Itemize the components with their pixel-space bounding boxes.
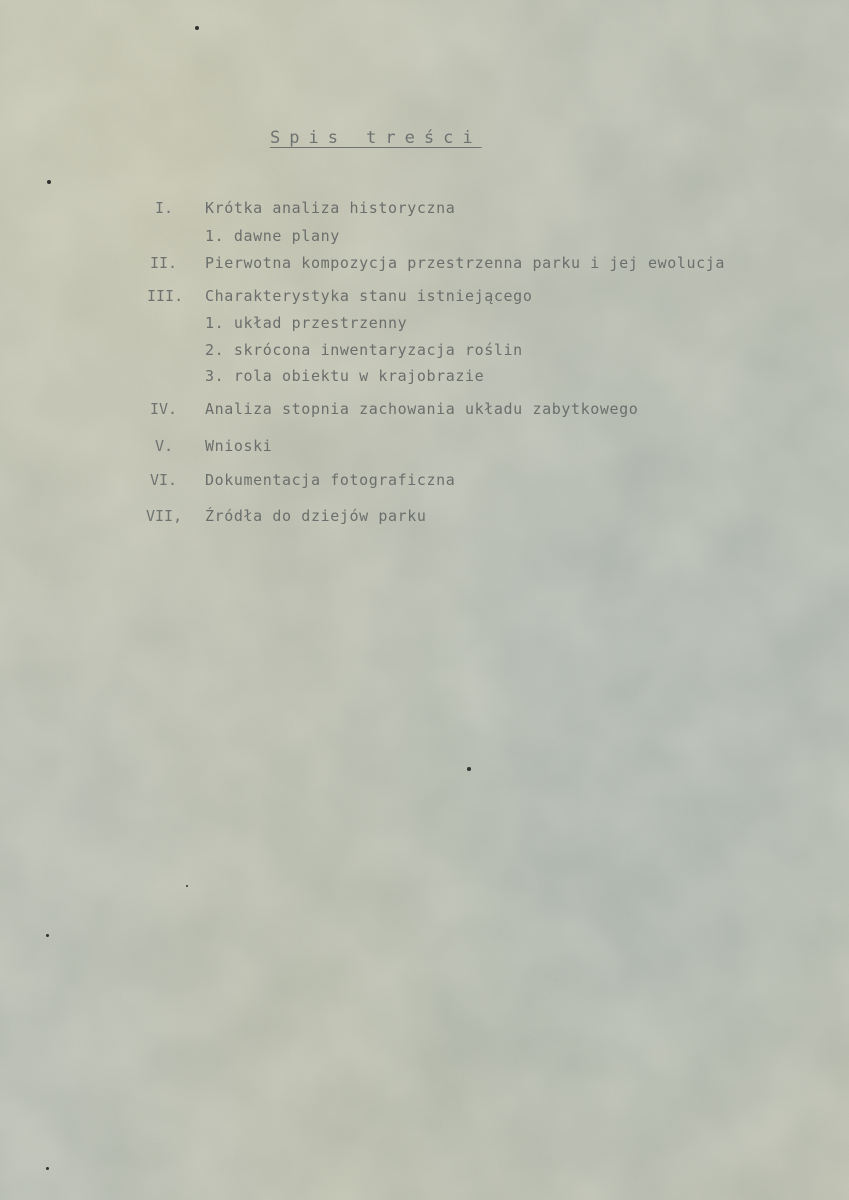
toc-number: V. (155, 437, 174, 455)
toc-entry: Charakterystyka stanu istniejącego (205, 287, 533, 305)
toc-entry: Krótka analiza historyczna (205, 199, 456, 217)
toc-number: III. (147, 287, 184, 305)
toc-number: VII, (146, 507, 183, 525)
toc-subentry: 3. rola obiektu w krajobrazie (205, 367, 485, 385)
toc-entry: Pierwotna kompozycja przestrzenna parku i jej ewolucja (205, 254, 726, 272)
toc-entry: Dokumentacja fotograficzna (205, 471, 456, 489)
toc-entry: Analiza stopnia zachowania układu zabytkowego (205, 400, 639, 418)
toc-number: II. (150, 254, 178, 272)
toc-subentry: 2. skrócona inwentaryzacja roślin (205, 341, 523, 359)
toc-subentry: 1. układ przestrzenny (205, 314, 408, 332)
toc-entry: Źródła do dziejów parku (205, 507, 427, 525)
toc-entry: Wnioski (205, 437, 273, 455)
document-title: Spis treści (270, 128, 482, 148)
toc-number: IV. (150, 400, 178, 418)
toc-number: I. (155, 199, 174, 217)
toc-number: VI. (150, 471, 178, 489)
toc-subentry: 1. dawne plany (205, 227, 340, 245)
